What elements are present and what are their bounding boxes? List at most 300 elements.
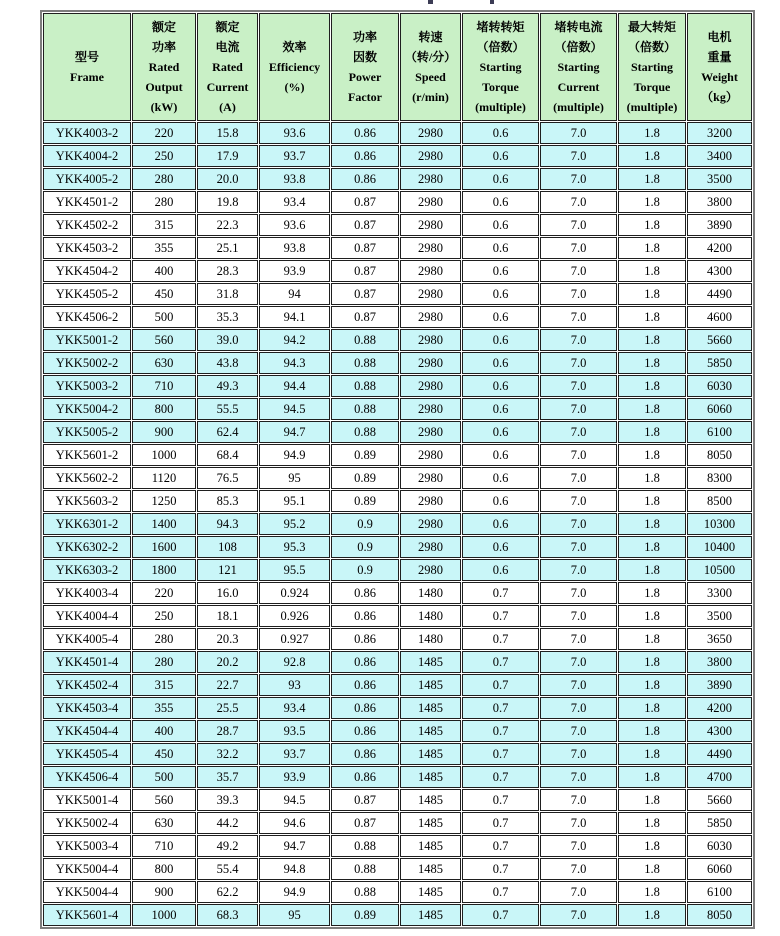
cell-weight: 4600	[687, 306, 752, 328]
cell-max-torque: 1.8	[618, 881, 686, 903]
table-row	[43, 766, 752, 788]
cell-max-torque: 1.8	[618, 283, 686, 305]
cell-power-factor: 0.9	[331, 513, 399, 535]
cell-speed: 2980	[400, 168, 461, 190]
cell-rated-current: 20.0	[197, 168, 258, 190]
table-row	[43, 582, 752, 604]
cell-frame: YKK4502-4	[43, 674, 131, 696]
cell-efficiency: 94.5	[259, 789, 330, 811]
cell-starting-torque: 0.6	[462, 467, 539, 489]
cell-starting-torque: 0.6	[462, 352, 539, 374]
table-row	[43, 214, 752, 236]
cell-frame: YKK5003-2	[43, 375, 131, 397]
cell-starting-torque: 0.7	[462, 835, 539, 857]
cell-power-factor: 0.89	[331, 444, 399, 466]
table-row	[43, 145, 752, 167]
cell-starting-current: 7.0	[540, 881, 617, 903]
cell-efficiency: 94.2	[259, 329, 330, 351]
cell-rated-output: 280	[132, 628, 196, 650]
header-line: 功率	[352, 30, 377, 44]
cell-starting-torque: 0.7	[462, 605, 539, 627]
cell-efficiency: 93	[259, 674, 330, 696]
cell-weight: 6100	[687, 421, 752, 443]
cell-frame: YKK5601-2	[43, 444, 131, 466]
table-row	[43, 536, 752, 558]
cell-rated-current: 35.7	[197, 766, 258, 788]
cell-weight: 6060	[687, 858, 752, 880]
cell-frame: YKK4501-2	[43, 191, 131, 213]
cell-weight: 6030	[687, 375, 752, 397]
cell-speed: 2980	[400, 145, 461, 167]
cell-speed: 1485	[400, 812, 461, 834]
cell-rated-output: 355	[132, 697, 196, 719]
cell-starting-torque: 0.7	[462, 766, 539, 788]
cell-rated-current: 76.5	[197, 467, 258, 489]
cell-speed: 2980	[400, 536, 461, 558]
cell-max-torque: 1.8	[618, 191, 686, 213]
cell-weight: 3800	[687, 191, 752, 213]
header-line: Output	[145, 80, 183, 94]
header-line: （转/分）	[404, 50, 457, 64]
cell-starting-torque: 0.6	[462, 513, 539, 535]
cell-starting-torque: 0.6	[462, 237, 539, 259]
cell-speed: 1485	[400, 904, 461, 926]
cell-weight: 10400	[687, 536, 752, 558]
header-line: 转速	[418, 30, 443, 44]
cell-starting-current: 7.0	[540, 582, 617, 604]
cell-starting-torque: 0.6	[462, 145, 539, 167]
cell-weight: 10500	[687, 559, 752, 581]
cell-speed: 2980	[400, 421, 461, 443]
column-header-starting-torque	[462, 13, 539, 121]
header-line: Current	[206, 80, 249, 94]
cell-starting-current: 7.0	[540, 605, 617, 627]
cell-power-factor: 0.89	[331, 467, 399, 489]
header-line: Efficiency	[268, 60, 321, 74]
cell-rated-output: 710	[132, 835, 196, 857]
table-header	[43, 13, 752, 121]
cell-rated-current: 94.3	[197, 513, 258, 535]
cell-efficiency: 0.924	[259, 582, 330, 604]
cell-weight: 10300	[687, 513, 752, 535]
cell-rated-output: 900	[132, 881, 196, 903]
cell-power-factor: 0.86	[331, 145, 399, 167]
cell-weight: 8500	[687, 490, 752, 512]
cell-speed: 2980	[400, 237, 461, 259]
cell-max-torque: 1.8	[618, 122, 686, 144]
cell-speed: 1485	[400, 835, 461, 857]
cell-efficiency: 93.9	[259, 260, 330, 282]
cell-rated-current: 32.2	[197, 743, 258, 765]
table-row	[43, 490, 752, 512]
cell-starting-torque: 0.6	[462, 375, 539, 397]
header-line: 电机	[707, 30, 732, 44]
cell-efficiency: 95.3	[259, 536, 330, 558]
table-row	[43, 559, 752, 581]
cell-speed: 2980	[400, 375, 461, 397]
cell-rated-current: 18.1	[197, 605, 258, 627]
cell-starting-current: 7.0	[540, 421, 617, 443]
cell-speed: 1485	[400, 720, 461, 742]
cell-rated-output: 355	[132, 237, 196, 259]
table-row	[43, 904, 752, 926]
cell-frame: YKK5004-4	[43, 881, 131, 903]
header-line: 重量	[707, 50, 732, 64]
cell-starting-current: 7.0	[540, 237, 617, 259]
cell-weight: 4200	[687, 697, 752, 719]
cell-weight: 4300	[687, 720, 752, 742]
cell-speed: 2980	[400, 352, 461, 374]
header-line: (r/min)	[412, 90, 449, 104]
cell-max-torque: 1.8	[618, 467, 686, 489]
header-line: （倍数）	[476, 40, 525, 54]
cell-rated-output: 400	[132, 260, 196, 282]
cell-rated-current: 49.3	[197, 375, 258, 397]
cell-efficiency: 94.7	[259, 421, 330, 443]
cell-rated-current: 22.7	[197, 674, 258, 696]
cell-frame: YKK6301-2	[43, 513, 131, 535]
cell-starting-current: 7.0	[540, 306, 617, 328]
cell-efficiency: 94.6	[259, 812, 330, 834]
cell-efficiency: 93.8	[259, 237, 330, 259]
cell-frame: YKK5603-2	[43, 490, 131, 512]
cell-starting-torque: 0.7	[462, 812, 539, 834]
cell-starting-current: 7.0	[540, 145, 617, 167]
column-header-rated-current	[197, 13, 258, 121]
cell-rated-output: 280	[132, 191, 196, 213]
cell-rated-current: 20.2	[197, 651, 258, 673]
table-row	[43, 697, 752, 719]
cell-starting-torque: 0.7	[462, 651, 539, 673]
header-line: Starting	[631, 60, 673, 74]
cell-starting-torque: 0.6	[462, 260, 539, 282]
cell-starting-current: 7.0	[540, 191, 617, 213]
cell-rated-current: 68.3	[197, 904, 258, 926]
cell-power-factor: 0.86	[331, 674, 399, 696]
cell-max-torque: 1.8	[618, 904, 686, 926]
cell-speed: 1480	[400, 582, 461, 604]
cell-efficiency: 95	[259, 904, 330, 926]
cell-max-torque: 1.8	[618, 513, 686, 535]
cell-efficiency: 0.926	[259, 605, 330, 627]
cell-rated-current: 25.5	[197, 697, 258, 719]
cell-starting-current: 7.0	[540, 651, 617, 673]
cell-starting-torque: 0.7	[462, 697, 539, 719]
cell-starting-current: 7.0	[540, 352, 617, 374]
cell-frame: YKK4005-2	[43, 168, 131, 190]
cell-rated-output: 250	[132, 605, 196, 627]
table-row	[43, 858, 752, 880]
cell-starting-current: 7.0	[540, 398, 617, 420]
column-header-starting-current	[540, 13, 617, 121]
cell-rated-current: 85.3	[197, 490, 258, 512]
table-row	[43, 628, 752, 650]
cell-rated-output: 630	[132, 352, 196, 374]
cell-max-torque: 1.8	[618, 145, 686, 167]
cell-frame: YKK4505-4	[43, 743, 131, 765]
cell-speed: 1480	[400, 605, 461, 627]
cell-weight: 8050	[687, 444, 752, 466]
cell-starting-torque: 0.6	[462, 214, 539, 236]
cell-speed: 2980	[400, 214, 461, 236]
table-row	[43, 513, 752, 535]
cell-frame: YKK4004-2	[43, 145, 131, 167]
cell-efficiency: 94.9	[259, 881, 330, 903]
cell-starting-torque: 0.6	[462, 191, 539, 213]
cell-rated-current: 16.0	[197, 582, 258, 604]
cell-rated-output: 220	[132, 122, 196, 144]
table-row	[43, 122, 752, 144]
cell-power-factor: 0.87	[331, 306, 399, 328]
table-row	[43, 812, 752, 834]
table-row	[43, 237, 752, 259]
cell-weight: 4700	[687, 766, 752, 788]
cell-frame: YKK5001-2	[43, 329, 131, 351]
cell-rated-current: 17.9	[197, 145, 258, 167]
cell-power-factor: 0.88	[331, 329, 399, 351]
header-line: Starting	[557, 60, 600, 74]
cell-weight: 3300	[687, 582, 752, 604]
header-line: Rated	[148, 60, 180, 74]
cell-power-factor: 0.88	[331, 835, 399, 857]
cell-starting-current: 7.0	[540, 490, 617, 512]
cell-max-torque: 1.8	[618, 237, 686, 259]
header-line: 电流	[215, 40, 240, 54]
cell-efficiency: 95	[259, 467, 330, 489]
cell-rated-current: 62.4	[197, 421, 258, 443]
header-line: Factor	[348, 90, 382, 104]
cell-frame: YKK4503-4	[43, 697, 131, 719]
cell-rated-output: 1000	[132, 904, 196, 926]
table-row	[43, 467, 752, 489]
cell-speed: 1485	[400, 789, 461, 811]
header-line: Starting	[479, 60, 522, 74]
cell-efficiency: 94	[259, 283, 330, 305]
cell-rated-current: 49.2	[197, 835, 258, 857]
cell-starting-torque: 0.6	[462, 398, 539, 420]
cell-max-torque: 1.8	[618, 168, 686, 190]
cell-starting-torque: 0.7	[462, 674, 539, 696]
column-header-max-torque	[618, 13, 686, 121]
cell-speed: 2980	[400, 191, 461, 213]
clipped-text-fragment	[428, 0, 518, 5]
cell-weight: 8300	[687, 467, 752, 489]
cell-starting-current: 7.0	[540, 674, 617, 696]
table-row	[43, 789, 752, 811]
cell-efficiency: 94.9	[259, 444, 330, 466]
cell-max-torque: 1.8	[618, 352, 686, 374]
cell-frame: YKK5002-4	[43, 812, 131, 834]
cell-speed: 2980	[400, 260, 461, 282]
header-line: (%)	[284, 80, 305, 94]
cell-rated-current: 39.0	[197, 329, 258, 351]
cell-starting-torque: 0.6	[462, 122, 539, 144]
cell-max-torque: 1.8	[618, 674, 686, 696]
cell-rated-output: 315	[132, 674, 196, 696]
cell-max-torque: 1.8	[618, 306, 686, 328]
cell-max-torque: 1.8	[618, 329, 686, 351]
cell-efficiency: 94.1	[259, 306, 330, 328]
header-line: 最大转矩	[627, 20, 676, 34]
cell-starting-current: 7.0	[540, 904, 617, 926]
cell-rated-current: 28.7	[197, 720, 258, 742]
cell-frame: YKK4505-2	[43, 283, 131, 305]
cell-power-factor: 0.9	[331, 536, 399, 558]
cell-power-factor: 0.88	[331, 858, 399, 880]
cell-rated-output: 315	[132, 214, 196, 236]
cell-power-factor: 0.86	[331, 743, 399, 765]
cell-frame: YKK4005-4	[43, 628, 131, 650]
cell-starting-torque: 0.7	[462, 904, 539, 926]
cell-max-torque: 1.8	[618, 260, 686, 282]
header-line: Current	[557, 80, 600, 94]
cell-rated-current: 44.2	[197, 812, 258, 834]
cell-frame: YKK5003-4	[43, 835, 131, 857]
cell-max-torque: 1.8	[618, 697, 686, 719]
cell-speed: 1485	[400, 766, 461, 788]
cell-rated-output: 900	[132, 421, 196, 443]
cell-max-torque: 1.8	[618, 858, 686, 880]
header-line: Power	[348, 70, 382, 84]
cell-max-torque: 1.8	[618, 651, 686, 673]
cell-power-factor: 0.87	[331, 789, 399, 811]
cell-starting-torque: 0.7	[462, 743, 539, 765]
cell-starting-torque: 0.6	[462, 421, 539, 443]
cell-weight: 3890	[687, 214, 752, 236]
cell-rated-current: 15.8	[197, 122, 258, 144]
cell-max-torque: 1.8	[618, 375, 686, 397]
cell-speed: 2980	[400, 444, 461, 466]
cell-rated-output: 500	[132, 766, 196, 788]
header-line: 堵转电流	[554, 20, 603, 34]
header-line: 额定	[215, 20, 240, 34]
cell-efficiency: 95.5	[259, 559, 330, 581]
cell-starting-torque: 0.6	[462, 283, 539, 305]
cell-starting-current: 7.0	[540, 812, 617, 834]
column-header-efficiency	[259, 13, 330, 121]
cell-starting-current: 7.0	[540, 559, 617, 581]
cell-efficiency: 95.2	[259, 513, 330, 535]
cell-rated-current: 35.3	[197, 306, 258, 328]
cell-rated-output: 630	[132, 812, 196, 834]
header-line: （倍数）	[627, 40, 676, 54]
header-line: (multiple)	[553, 100, 604, 114]
cell-starting-current: 7.0	[540, 122, 617, 144]
cell-efficiency: 93.8	[259, 168, 330, 190]
cell-max-torque: 1.8	[618, 214, 686, 236]
header-line: (multiple)	[475, 100, 526, 114]
cell-efficiency: 0.927	[259, 628, 330, 650]
cell-starting-current: 7.0	[540, 467, 617, 489]
cell-efficiency: 94.8	[259, 858, 330, 880]
cell-power-factor: 0.87	[331, 260, 399, 282]
cell-rated-current: 68.4	[197, 444, 258, 466]
cell-power-factor: 0.89	[331, 904, 399, 926]
cell-frame: YKK4503-2	[43, 237, 131, 259]
cell-rated-current: 19.8	[197, 191, 258, 213]
table-row	[43, 720, 752, 742]
cell-frame: YKK4506-4	[43, 766, 131, 788]
cell-rated-current: 31.8	[197, 283, 258, 305]
cell-starting-current: 7.0	[540, 789, 617, 811]
cell-weight: 5660	[687, 789, 752, 811]
cell-rated-current: 22.3	[197, 214, 258, 236]
header-line: (A)	[219, 100, 236, 114]
cell-power-factor: 0.88	[331, 881, 399, 903]
cell-speed: 2980	[400, 513, 461, 535]
cell-speed: 2980	[400, 283, 461, 305]
cell-weight: 3800	[687, 651, 752, 673]
cell-rated-output: 400	[132, 720, 196, 742]
cell-rated-output: 1000	[132, 444, 196, 466]
cell-power-factor: 0.88	[331, 398, 399, 420]
cell-speed: 2980	[400, 329, 461, 351]
cell-weight: 6060	[687, 398, 752, 420]
table-row	[43, 743, 752, 765]
cell-max-torque: 1.8	[618, 766, 686, 788]
header-line: Torque	[482, 80, 519, 94]
table-row	[43, 835, 752, 857]
cell-rated-output: 280	[132, 168, 196, 190]
table-row	[43, 191, 752, 213]
header-line: 功率	[151, 40, 176, 54]
cell-efficiency: 93.4	[259, 191, 330, 213]
cell-starting-torque: 0.7	[462, 789, 539, 811]
cell-starting-current: 7.0	[540, 513, 617, 535]
cell-weight: 4490	[687, 283, 752, 305]
column-header-speed	[400, 13, 461, 121]
cell-speed: 2980	[400, 306, 461, 328]
cell-starting-current: 7.0	[540, 260, 617, 282]
cell-starting-current: 7.0	[540, 697, 617, 719]
cell-frame: YKK5005-2	[43, 421, 131, 443]
header-line: （kg）	[701, 90, 738, 104]
cell-max-torque: 1.8	[618, 628, 686, 650]
cell-power-factor: 0.9	[331, 559, 399, 581]
cell-max-torque: 1.8	[618, 720, 686, 742]
cell-weight: 4490	[687, 743, 752, 765]
cell-frame: YKK5002-2	[43, 352, 131, 374]
cell-starting-current: 7.0	[540, 766, 617, 788]
cell-rated-current: 55.5	[197, 398, 258, 420]
header-line: 堵转转矩	[476, 20, 525, 34]
cell-speed: 1485	[400, 697, 461, 719]
header-line: Torque	[633, 80, 671, 94]
cell-rated-output: 220	[132, 582, 196, 604]
cell-weight: 4300	[687, 260, 752, 282]
cell-rated-current: 43.8	[197, 352, 258, 374]
cell-starting-current: 7.0	[540, 536, 617, 558]
cell-max-torque: 1.8	[618, 743, 686, 765]
cell-frame: YKK5601-4	[43, 904, 131, 926]
cell-weight: 5660	[687, 329, 752, 351]
cell-efficiency: 94.4	[259, 375, 330, 397]
header-line: (multiple)	[626, 100, 678, 114]
cell-weight: 3400	[687, 145, 752, 167]
cell-rated-current: 39.3	[197, 789, 258, 811]
cell-efficiency: 94.7	[259, 835, 330, 857]
cell-rated-output: 1600	[132, 536, 196, 558]
cell-starting-torque: 0.7	[462, 628, 539, 650]
cell-speed: 1485	[400, 743, 461, 765]
cell-starting-torque: 0.6	[462, 559, 539, 581]
table-row	[43, 881, 752, 903]
cell-efficiency: 94.5	[259, 398, 330, 420]
cell-frame: YKK5602-2	[43, 467, 131, 489]
cell-starting-torque: 0.6	[462, 329, 539, 351]
cell-rated-current: 28.3	[197, 260, 258, 282]
cell-rated-current: 25.1	[197, 237, 258, 259]
